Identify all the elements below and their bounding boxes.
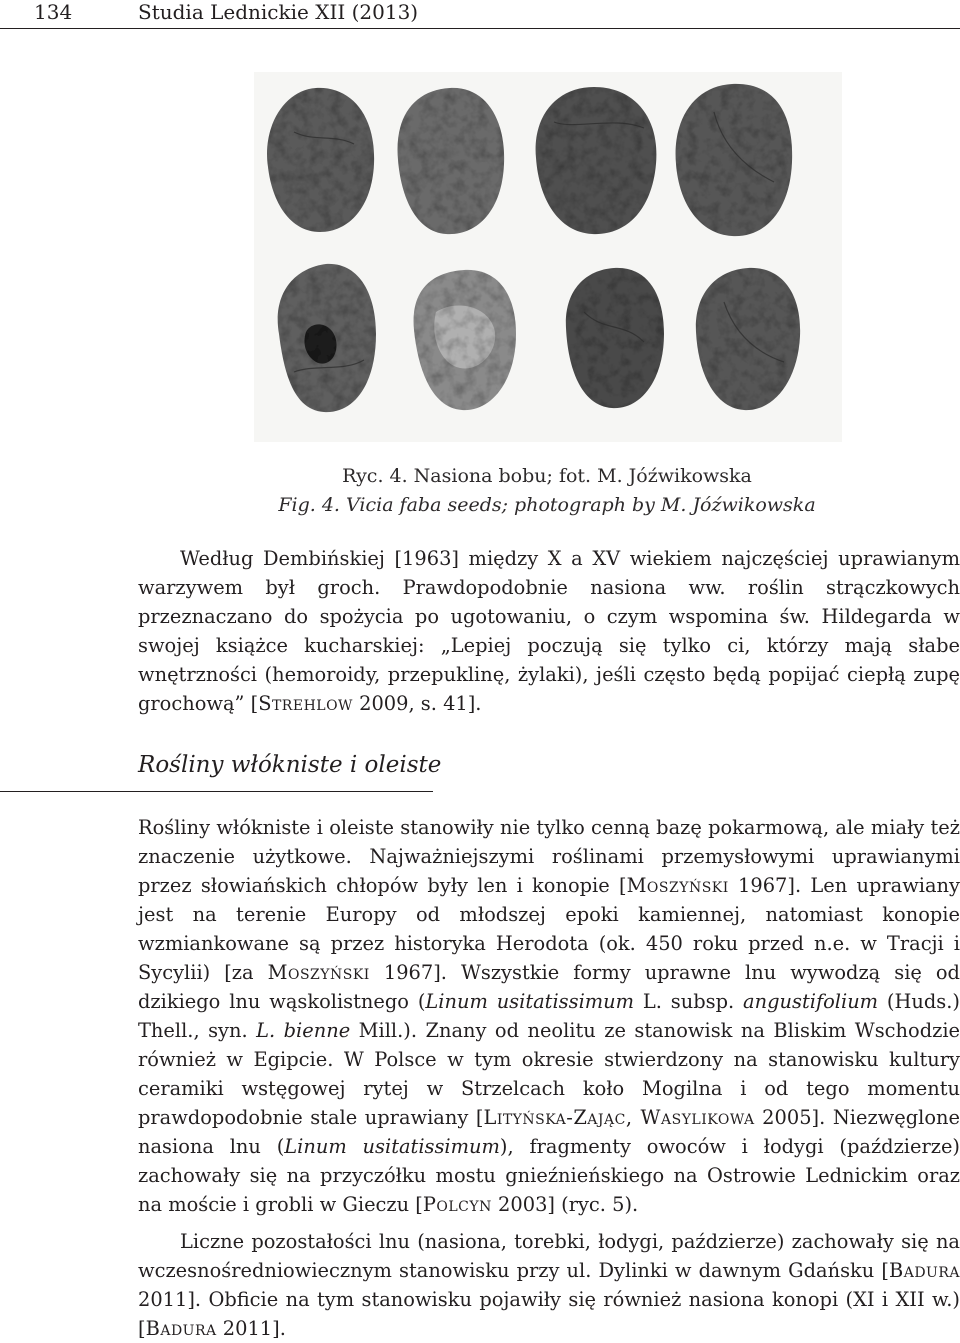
seed-2 xyxy=(397,88,504,234)
seeds-photo-illustration xyxy=(254,72,842,442)
citation-author: Moszyński xyxy=(267,961,370,984)
citation-author: Lityńska-Zając, Wasylikowa xyxy=(483,1106,755,1129)
paragraph-3-text: Liczne pozostałości lnu (nasiona, torebki, łodygi, paździerze) zachowały się na wczesnośredniowiecznym stanowisku przy ul. Dylinki w dawnym Gdańsku [ xyxy=(138,1230,960,1282)
paragraph-1 xyxy=(138,544,960,718)
seed-1 xyxy=(267,88,374,232)
latin-name: Linum usitatissimum xyxy=(425,990,635,1013)
running-header xyxy=(0,0,960,29)
paragraph-2-text: 1967]. Len uprawiany jest na terenie Europy od młodszej epoki kamiennej, natomiast konopie wzmiankowane są przez historyka Herodota (ok. 450 roku przed n.e. w Tracji i Sycylii) [za xyxy=(138,874,960,984)
figure-caption-pl: Ryc. 4. Nasiona bobu; fot. M. Jóźwikowska xyxy=(342,465,752,487)
page-number: 134 xyxy=(34,0,73,24)
paragraph-2-text: (Huds.) Thell., syn. xyxy=(138,990,960,1042)
paragraph-2-text: 2005]. Niezwęglone nasiona lnu ( xyxy=(138,1106,960,1158)
latin-name: Linum usitatissimum xyxy=(284,1135,500,1158)
paragraph-2-text: Mill.). Znany od neolitu ze stanowisk na Bliskim Wschodzie również w Egipcie. W Polsce w tym okresie stwierdzony na stanowisku kultury ceramiki wstęgowej rytej w Strzelcach koło Mogilna i od tego momentu prawdopodobnie stale uprawiany [ xyxy=(138,1019,960,1129)
seed-8 xyxy=(696,268,800,410)
citation-author: Strehlow xyxy=(258,692,353,715)
paragraph-2-text: 2003] (ryc. 5). xyxy=(491,1193,639,1216)
paragraph-2-text: Rośliny włókniste i oleiste stanowiły nie tylko cenną bazę pokarmową, ale miały też znaczenie użytkowe. Najważniejszymi roślinami przemysłowymi uprawianymi przez słowiańskich chłopów były len i konopie [ xyxy=(138,816,960,897)
section-heading-rule xyxy=(0,791,433,792)
paragraph-2-text: ), fragmenty owoców i łodygi (paździerze) zachowały się na przyczółku mostu gnieźnieńskiego na Ostrowie Lednickim oraz na moście i grobli w Gieczu [ xyxy=(138,1135,960,1216)
seed-3 xyxy=(536,87,657,234)
section-heading: Rośliny włókniste i oleiste xyxy=(138,752,442,778)
citation-author: Badura xyxy=(888,1259,960,1282)
citation-author: Moszyński xyxy=(626,874,729,897)
paragraph-2-text: 1967]. Wszystkie formy uprawne lnu wywodzą się od dzikiego lnu wąskolistnego ( xyxy=(138,961,960,1013)
seed-7 xyxy=(566,268,664,408)
citation-author: Badura xyxy=(145,1317,217,1340)
latin-name: angustifolium xyxy=(743,990,879,1013)
citation-author: Polcyn xyxy=(422,1193,492,1216)
paragraph-3-text: 2011]. xyxy=(216,1317,286,1340)
seed-4 xyxy=(676,84,793,236)
paragraph-1-text-a: Według Dembińskiej [1963] między X a XV wiekiem najczęściej uprawianym warzywem był groch. Prawdopodobnie nasiona ww. roślin strączkowych przeznaczano do spożycia po ugotowaniu, o czym wspomina św. Hildegarda w swojej książce kucharskiej: „Lepiej poczują się tylko ci, którzy mają słabe wnętrzności (hemoroidy, przepuklinę, żylaki), jeśli często będą popijać ciepłą zupę grochową” [ xyxy=(138,547,960,715)
paragraph-3 xyxy=(138,1227,960,1343)
figure-caption-en: Fig. 4. Vicia faba seeds; photograph by M. Jóźwikowska xyxy=(278,494,816,516)
latin-name: L. bienne xyxy=(256,1019,351,1042)
paragraph-2 xyxy=(138,813,960,1219)
paragraph-1-text-b: 2009, s. 41]. xyxy=(352,692,482,715)
paragraph-3-text: 2011]. Obficie na tym stanowisku pojawiły się również nasiona konopi (XI i XII w.) [ xyxy=(138,1288,960,1340)
figure-seeds-photo xyxy=(254,72,842,442)
paragraph-2-text: L. subsp. xyxy=(634,990,744,1013)
journal-title: Studia Lednickie XII (2013) xyxy=(138,0,419,24)
